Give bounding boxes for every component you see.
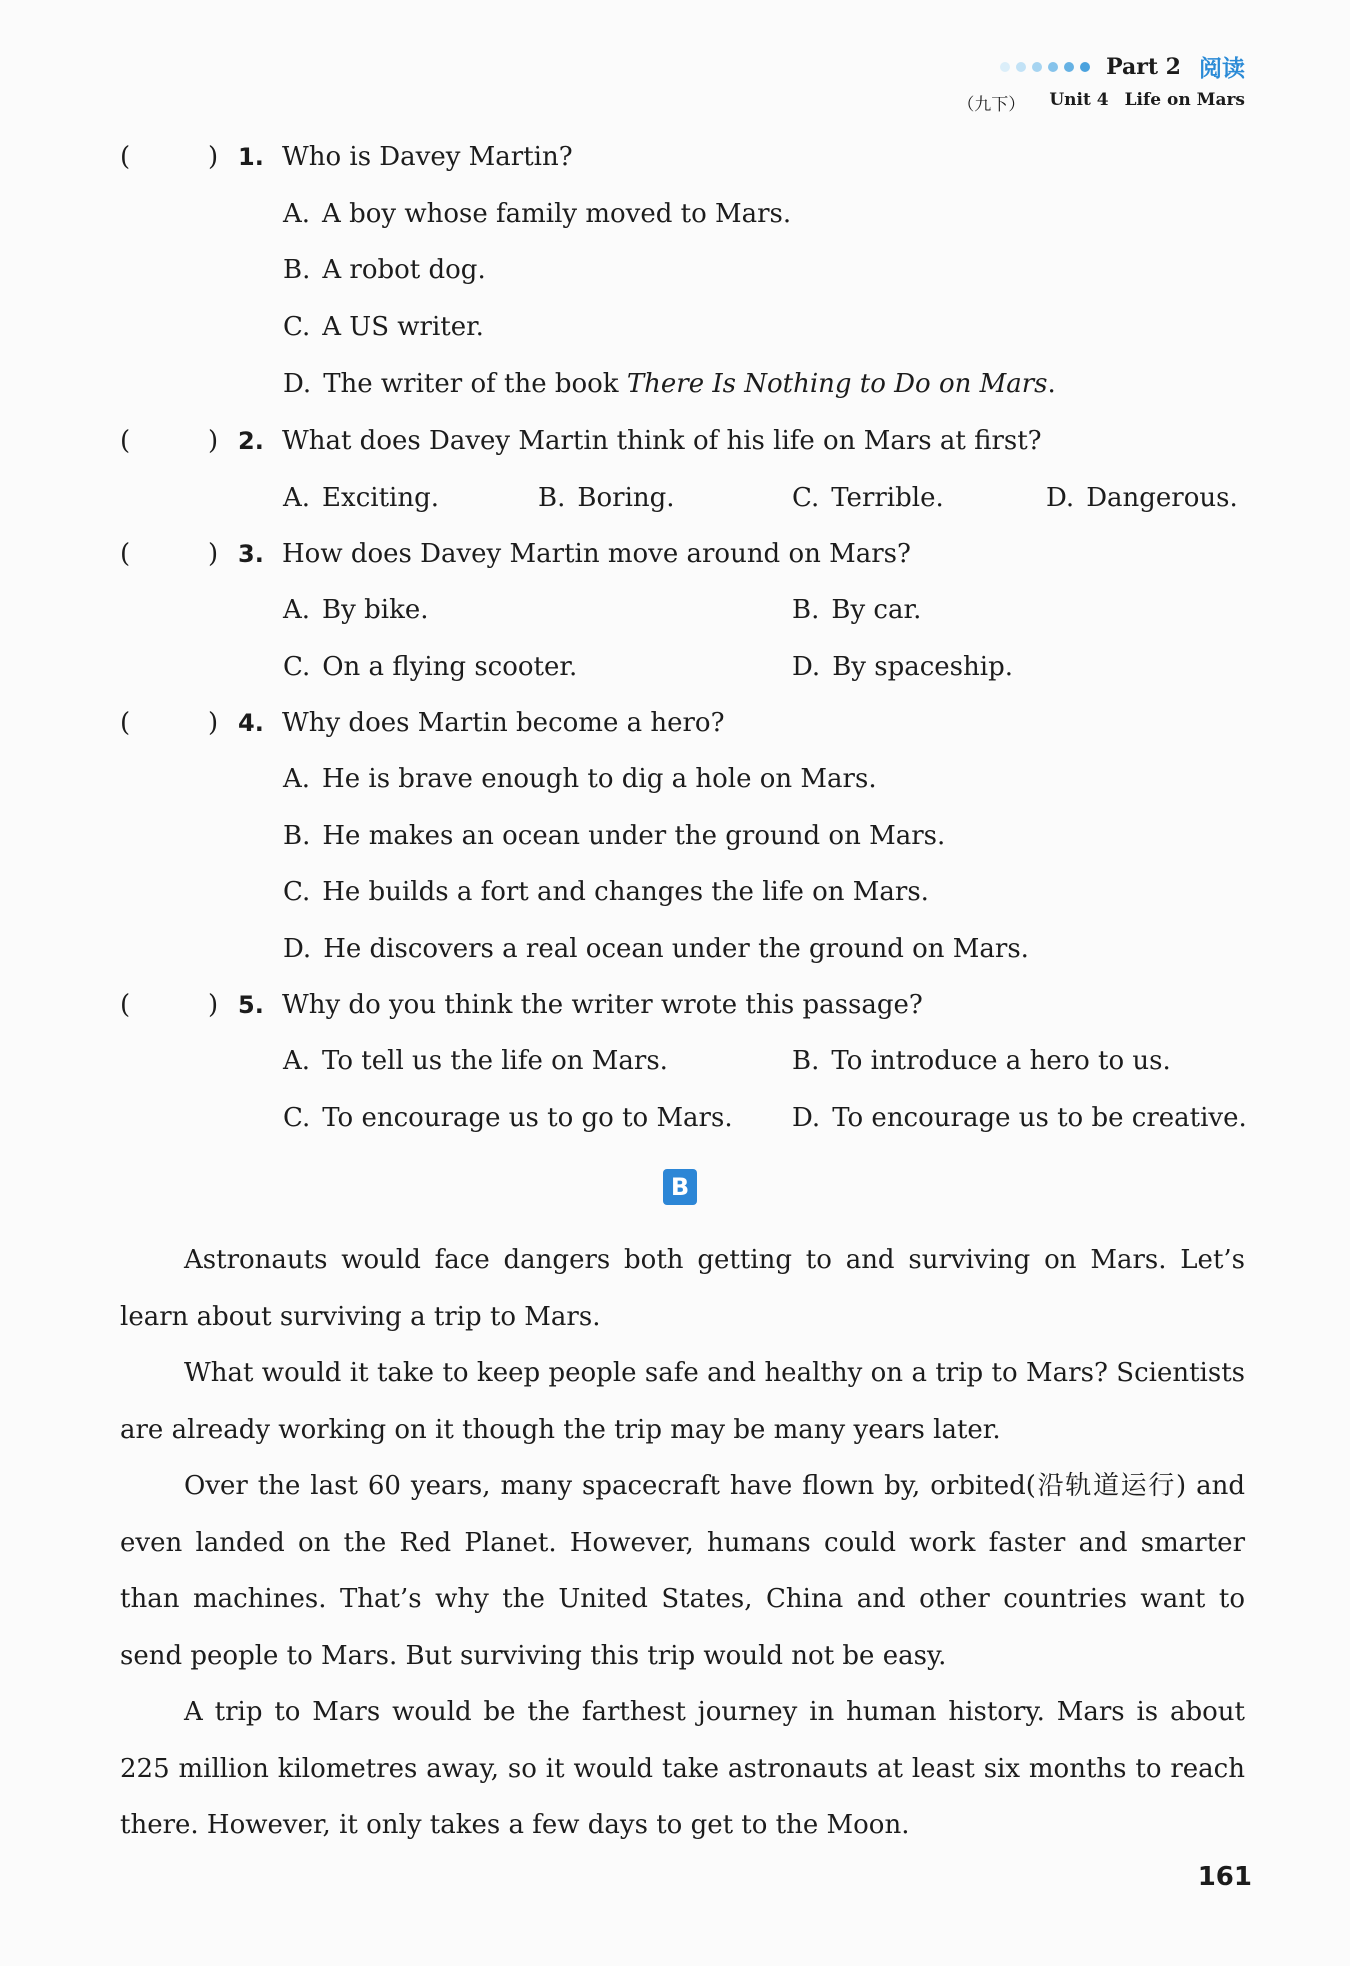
option-b: B. A robot dog. xyxy=(283,255,486,285)
option-b: B. Boring. xyxy=(538,483,675,513)
question-number: 3. xyxy=(238,540,264,568)
unit-label: Unit 4 xyxy=(1049,90,1109,110)
option-a: A. He is brave enough to dig a hole on Mars. xyxy=(283,764,877,794)
section-b-badge: B xyxy=(663,1169,697,1205)
question-number: 4. xyxy=(238,709,264,737)
part-label: Part 2 xyxy=(1106,53,1181,80)
dot-icon xyxy=(1032,62,1042,72)
option-c: C. Terrible. xyxy=(792,483,944,513)
passage-paragraph: A trip to Mars would be the farthest journey in human history. Mars is about 225 million kilometres away, so it would take astronauts at least six months to reach there. However, it only takes a few days to get to the Moon. xyxy=(120,1697,1245,1840)
option-b: B. He makes an ocean under the ground on Mars. xyxy=(283,821,946,851)
answer-blank-open[interactable]: ( xyxy=(120,142,131,172)
question-number: 2. xyxy=(238,427,264,455)
section-label: 阅读 xyxy=(1199,56,1245,82)
passage-paragraph: Over the last 60 years, many spacecraft have flown by, orbited(沿轨道运行) and even landed on the Red Planet. However, humans could work faster and smarter than machines. That’s why the United States, China and other countries want to send people to Mars. But surviving this trip would not be easy. xyxy=(120,1471,1245,1671)
answer-blank-open[interactable]: ( xyxy=(120,426,131,456)
answer-blank-close: ) xyxy=(208,990,219,1020)
option-b: B. By car. xyxy=(792,595,922,625)
option-d: D. To encourage us to be creative. xyxy=(792,1103,1247,1133)
option-a: A. To tell us the life on Mars. xyxy=(283,1046,668,1076)
answer-blank-close: ) xyxy=(208,426,219,456)
option-c: C. He builds a fort and changes the life on Mars. xyxy=(283,877,929,907)
question-number: 1. xyxy=(238,143,264,171)
option-b: B. To introduce a hero to us. xyxy=(792,1046,1171,1076)
option-d: D. He discovers a real ocean under the ground on Mars. xyxy=(283,934,1029,964)
passage-paragraph: What would it take to keep people safe and healthy on a trip to Mars? Scientists are already working on it though the trip may be many years later. xyxy=(120,1358,1245,1445)
dot-icon xyxy=(1000,62,1010,72)
answer-blank-close: ) xyxy=(208,539,219,569)
decorative-dots xyxy=(1000,62,1090,72)
reading-passage xyxy=(120,1232,1245,1854)
option-c: C. On a flying scooter. xyxy=(283,652,578,682)
dot-icon xyxy=(1064,62,1074,72)
answer-blank-open[interactable]: ( xyxy=(120,708,131,738)
page-header xyxy=(1000,50,1245,83)
question-number: 5. xyxy=(238,991,264,1019)
unit-title: Life on Mars xyxy=(1124,90,1245,110)
dot-icon xyxy=(1048,62,1058,72)
option-d: D. The writer of the book There Is Nothing to Do on Mars. xyxy=(283,369,1056,399)
page-number: 161 xyxy=(1197,1862,1252,1892)
option-a: A. A boy whose family moved to Mars. xyxy=(283,199,792,229)
answer-blank-open[interactable]: ( xyxy=(120,539,131,569)
page-subheader xyxy=(957,90,1245,115)
dot-icon xyxy=(1016,62,1026,72)
option-a: A. By bike. xyxy=(283,595,429,625)
option-a: A. Exciting. xyxy=(283,483,439,513)
grade-label: （九下） xyxy=(957,95,1026,115)
option-d: D. By spaceship. xyxy=(792,652,1013,682)
answer-blank-open[interactable]: ( xyxy=(120,990,131,1020)
answer-blank-close: ) xyxy=(208,142,219,172)
option-c: C. To encourage us to go to Mars. xyxy=(283,1103,733,1133)
question-text: Why does Martin become a hero? xyxy=(282,708,725,738)
answer-blank-close: ) xyxy=(208,708,219,738)
option-d: D. Dangerous. xyxy=(1046,483,1238,513)
question-text: Why do you think the writer wrote this passage? xyxy=(282,990,923,1020)
dot-icon xyxy=(1080,62,1090,72)
question-text: What does Davey Martin think of his life on Mars at first? xyxy=(282,426,1042,456)
book-title: There Is Nothing to Do on Mars xyxy=(626,369,1048,399)
question-text: Who is Davey Martin? xyxy=(282,142,573,172)
option-c: C. A US writer. xyxy=(283,312,484,342)
passage-paragraph: Astronauts would face dangers both getting to and surviving on Mars. Let’s learn about surviving a trip to Mars. xyxy=(120,1245,1245,1332)
question-text: How does Davey Martin move around on Mars? xyxy=(282,539,911,569)
